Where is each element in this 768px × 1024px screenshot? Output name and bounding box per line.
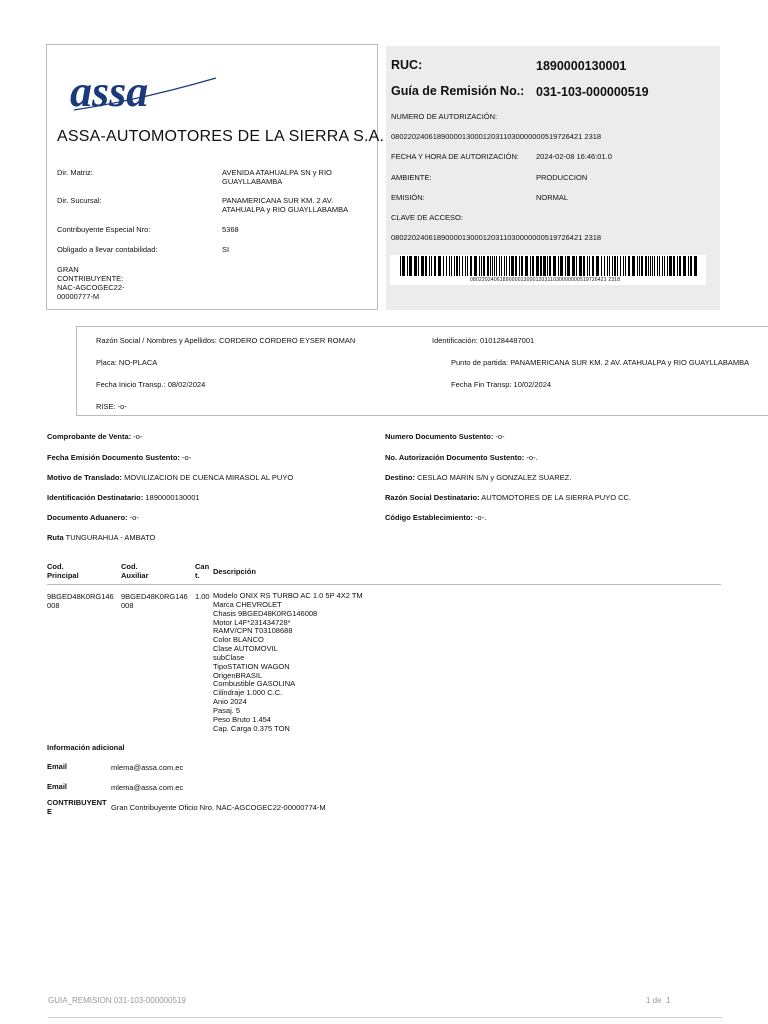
additional-contribuyente-value: Gran Contribuyente Oficio Nro. NAC-AGCOGEC22-00000774-M [111, 803, 326, 812]
barcode-bar [474, 256, 477, 276]
barcode-bar [506, 256, 507, 276]
barcode-bar [451, 256, 452, 276]
rise: RISE: -o- [96, 402, 127, 411]
barcode-bar [487, 256, 489, 276]
fecha-inicio: Fecha Inicio Transp.: 08/02/2024 [96, 380, 206, 389]
barcode-bar [536, 256, 539, 276]
barcode-bar [641, 256, 643, 276]
col-header-cod-principal: Cod. Principal [47, 562, 79, 580]
barcode-bar [454, 256, 455, 276]
item-cantidad: 1.00 [195, 592, 210, 601]
obligado-contabilidad-value: SI [222, 245, 230, 254]
table-header-divider [47, 584, 721, 585]
barcode-bar [558, 256, 559, 276]
barcode-bar [679, 256, 681, 276]
barcode-bar [632, 256, 635, 276]
barcode-bar [673, 256, 675, 276]
barcode-bar [446, 256, 447, 276]
barcode-bar [625, 256, 626, 276]
barcode-bar [540, 256, 542, 276]
barcode-bar [409, 256, 412, 276]
barcode-bar [560, 256, 563, 276]
barcode-bar [587, 256, 588, 276]
barcode-bar [459, 256, 460, 276]
barcode-bar [617, 256, 618, 276]
obligado-contabilidad-label: Obligado a llevar contabilidad: [57, 245, 158, 254]
barcode-bar [470, 256, 472, 276]
barcode-bar [509, 256, 510, 276]
detail-documento-aduanero: Documento Aduanero: -o- [47, 513, 139, 522]
barcode-bar [637, 256, 638, 276]
detail-codigo-establecimiento: Código Establecimiento: -o-. [385, 513, 487, 522]
barcode-bar [607, 256, 608, 276]
barcode-bar [654, 256, 655, 276]
barcode-bar [694, 256, 697, 276]
barcode-bar [614, 256, 616, 276]
additional-info-title: Información adicional [47, 743, 125, 752]
dir-sucursal-value: PANAMERICANA SUR KM. 2 AV. ATAHUALPA y RIO GUAYLLABAMBA [222, 196, 349, 214]
contribuyente-especial-value: 5368 [222, 225, 239, 234]
item-cod-principal: 9BGED48K0RG146 008 [47, 592, 114, 610]
dir-sucursal-label: Dir. Sucursal: [57, 196, 102, 205]
barcode-bar [662, 256, 663, 276]
col-header-cantidad: Can t. [195, 562, 210, 580]
footer-page-number: 1 de 1 [646, 996, 671, 1005]
item-cod-auxiliar: 9BGED48K0RG146 008 [121, 592, 188, 610]
barcode-bar [414, 256, 417, 276]
clave-value: 0802202406189000013000120311030000000519726421 2318 [391, 233, 602, 242]
barcode-bar [418, 256, 419, 276]
barcode-bar [402, 256, 405, 276]
barcode-bar [583, 256, 585, 276]
gran-contribuyente: GRAN CONTRIBUYENTE: NAC-AGCOGEC22- 00000777-M [57, 265, 125, 301]
detail-destino: Destino: CESLAO MARIN S/N y GONZALEZ SUAREZ. [385, 473, 572, 482]
additional-email-label-1: Email [47, 762, 68, 771]
barcode-bar [499, 256, 500, 276]
barcode-bar [652, 256, 653, 276]
barcode-bar [532, 256, 534, 276]
logo-text: assa [70, 70, 149, 114]
clave-label: CLAVE DE ACCESO: [391, 213, 463, 222]
additional-email-value-2: mlema@assa.com.ec [111, 783, 184, 792]
barcode-bar [421, 256, 424, 276]
company-name: ASSA-AUTOMOTORES DE LA SIERRA S.A. [57, 128, 385, 145]
auth-number: 0802202406189000013000120311030000000519726421 2318 [391, 132, 602, 141]
detail-comprobante: Comprobante de Venta: -o- [47, 432, 143, 441]
barcode-bar [650, 256, 651, 276]
additional-email-label-2: Email [47, 782, 68, 791]
barcode-bar [431, 256, 432, 276]
barcode-bar [515, 256, 517, 276]
guia-label: Guía de Remisión No.: [391, 84, 525, 98]
col-header-descripcion: Descripción [213, 567, 256, 576]
barcode-bar [400, 256, 401, 276]
barcode-bar [504, 256, 505, 276]
item-descripcion: Modelo ONIX RS TURBO AC 1.0 5P 4X2 TM Marca CHEVROLET Chasis 9BGED48K0RG146008 Motor L4F*231434728* RAMV/CPN T03108688 Color BLANCO Clase AUTOMOVIL subClase TipoSTATION WAGON OrigenBRASIL Combustible GASOLINA Cilindraje 1.000 C.C. Anio 2024 Pasaj. 5 Peso Bruto 1.454 Cap. Carga 0.375 TON [213, 591, 363, 733]
barcode-bar [525, 256, 528, 276]
identificacion: Identificación: 0101284487001 [432, 336, 535, 345]
barcode-bar [425, 256, 427, 276]
barcode-bar [511, 256, 514, 276]
barcode-bar [429, 256, 430, 276]
barcode-bar [683, 256, 686, 276]
barcode-bar [576, 256, 577, 276]
detail-ruta: Ruta TUNGURAHUA - AMBATO [47, 533, 156, 542]
barcode-bar [601, 256, 602, 276]
barcode-bar [456, 256, 458, 276]
barcode-bar [592, 256, 594, 276]
dir-matriz-label: Dir. Matriz: [57, 168, 93, 177]
barcode-bar [553, 256, 556, 276]
ambiente-value: PRODUCCION [536, 173, 588, 182]
barcode-bar [677, 256, 678, 276]
ambiente-label: AMBIENTE: [391, 173, 432, 182]
barcode-bar [609, 256, 610, 276]
barcode-bar [462, 256, 463, 276]
footer-divider [48, 1017, 722, 1018]
barcode-bar [467, 256, 468, 276]
barcode-bar [620, 256, 621, 276]
barcode-bar [519, 256, 520, 276]
emision-label: EMISIÓN: [391, 193, 425, 202]
barcode-bar [465, 256, 466, 276]
barcode-bar [521, 256, 523, 276]
barcode-bar [667, 256, 668, 276]
detail-razon-destinatario: Razón Social Destinatario: AUTOMOTORES DE LA SIERRA PUYO CC. [385, 493, 632, 502]
detail-fecha-emision: Fecha Emisión Documento Sustento: -o- [47, 453, 192, 462]
barcode-bar [549, 256, 551, 276]
barcode-bar [572, 256, 575, 276]
barcode-bar [639, 256, 640, 276]
barcode-bar [579, 256, 582, 276]
barcode-bar [496, 256, 497, 276]
barcode-bar [490, 256, 491, 276]
barcode-bar [481, 256, 482, 276]
barcode-bar [688, 256, 689, 276]
additional-contribuyente-label: CONTRIBUYENT E [47, 798, 107, 816]
barcode-bar [659, 256, 660, 276]
barcode-bar [612, 256, 613, 276]
additional-email-value-1: mlema@assa.com.ec [111, 763, 184, 772]
barcode-bar [434, 256, 436, 276]
barcode-bar [604, 256, 605, 276]
barcode-bar [567, 256, 570, 276]
barcode-bar [596, 256, 599, 276]
barcode-bar [664, 256, 665, 276]
barcode-number: 0802202406189000013000120311030000000519726421 2318 [470, 277, 621, 283]
emision-value: NORMAL [536, 193, 569, 202]
barcode-bar [657, 256, 658, 276]
razon-social: Razón Social / Nombres y Apellidos: CORDERO CORDERO EYSER ROMAN [96, 336, 356, 345]
barcode-bar [483, 256, 485, 276]
placa: Placa: NO-PLACA [96, 358, 158, 367]
barcode-bar [438, 256, 441, 276]
barcode-bar [479, 256, 480, 276]
barcode-bar [543, 256, 546, 276]
footer-document-name: GUIA_REMISION 031-103-000000519 [48, 996, 186, 1005]
barcode-bar [547, 256, 548, 276]
contribuyente-especial-label: Contribuyente Especial Nro: [57, 225, 151, 234]
dir-matriz-value: AVENIDA ATAHUALPA SN y RIO GUAYLLABAMBA [222, 168, 332, 186]
access-key-barcode [390, 255, 706, 285]
barcode-bar [407, 256, 408, 276]
detail-numero-documento: Numero Documento Sustento: -o- [385, 432, 505, 441]
barcode-bar [623, 256, 624, 276]
barcode-bar [443, 256, 444, 276]
barcode-bar [494, 256, 495, 276]
barcode-bar [449, 256, 450, 276]
barcode-bar [648, 256, 649, 276]
guia-value: 031-103-000000519 [536, 85, 649, 99]
barcode-bar [628, 256, 630, 276]
barcode-bar [645, 256, 647, 276]
detail-id-destinatario: Identificación Destinatario: 1890000130001 [47, 493, 200, 502]
col-header-cod-auxiliar: Cod. Auxiliar [121, 562, 149, 580]
barcode-bar [565, 256, 566, 276]
ruc-label: RUC: [391, 58, 423, 72]
barcode-bar [589, 256, 590, 276]
barcode-bar [501, 256, 502, 276]
barcode-bar [669, 256, 672, 276]
company-logo [70, 70, 220, 114]
ruc-value: 1890000130001 [536, 59, 627, 73]
punto-partida: Punto de partida: PANAMERICANA SUR KM. 2 AV. ATAHUALPA y RIO GUAYLLABAMBA [451, 358, 750, 367]
barcode-bar [690, 256, 692, 276]
detail-no-autorizacion: No. Autorización Documento Sustento: -o-. [385, 453, 538, 462]
fecha-auth-value: 2024-02-08 16:46:01.0 [536, 152, 612, 161]
barcode-bar [530, 256, 531, 276]
barcode-bar [492, 256, 493, 276]
fecha-fin: Fecha Fin Transp: 10/02/2024 [451, 380, 552, 389]
fecha-auth-label: FECHA Y HORA DE AUTORIZACIÓN: [391, 152, 519, 161]
auth-label: NUMERO DE AUTORIZACIÓN: [391, 112, 498, 121]
detail-motivo: Motivo de Translado: MOVILIZACION DE CUENCA MIRASOL AL PUYO [47, 473, 294, 482]
